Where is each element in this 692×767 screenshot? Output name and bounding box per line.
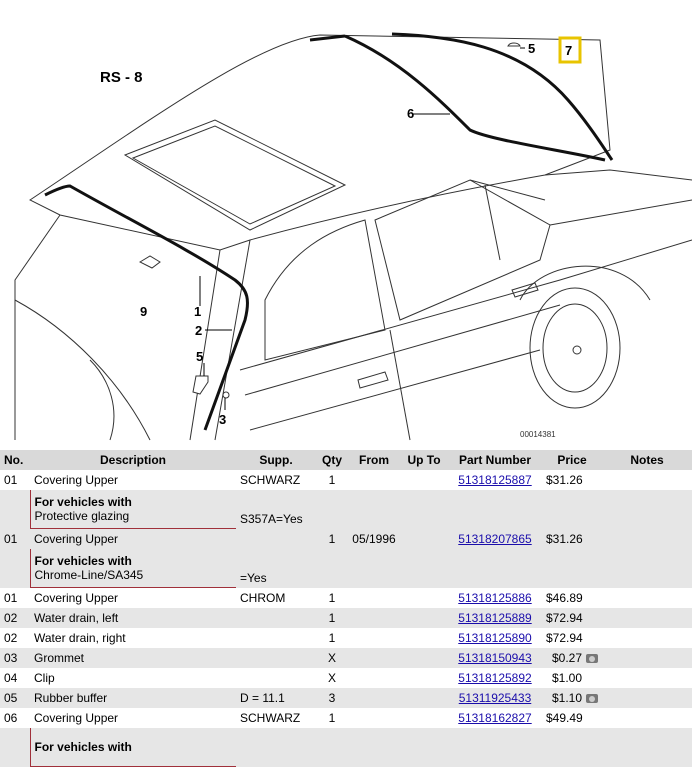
row-upto — [400, 668, 448, 688]
callout-2: 2 — [195, 323, 203, 338]
row-price-cell — [542, 668, 602, 688]
note-supp — [236, 728, 316, 767]
part-number-link[interactable]: 51311925433 — [458, 691, 532, 705]
camera-icon[interactable] — [586, 654, 598, 663]
note-spacer — [0, 549, 30, 588]
part-number-link[interactable]: 51318162827 — [458, 711, 532, 725]
table-row — [0, 470, 692, 490]
row-price-cell — [542, 628, 602, 648]
row-qty: X — [316, 668, 348, 688]
row-no: 05 — [0, 688, 30, 708]
table-row — [0, 708, 692, 728]
row-from — [348, 588, 400, 609]
row-price: $1.10 — [551, 691, 582, 705]
diagram-code: 00014381 — [520, 430, 556, 439]
part-number-link[interactable]: 51318125886 — [458, 590, 532, 605]
table-row — [0, 588, 692, 609]
row-price-cell — [542, 588, 602, 609]
row-supp: SCHWARZ — [236, 708, 316, 728]
table-row — [0, 668, 692, 688]
row-price: $46.89 — [546, 590, 583, 605]
row-supp: D = 11.1 — [236, 688, 316, 708]
row-price: $0.27 — [551, 651, 582, 665]
row-supp — [236, 529, 316, 550]
note-fill — [316, 490, 692, 529]
note-supp: =Yes — [236, 549, 316, 588]
row-no: 01 — [0, 529, 30, 550]
row-qty: 1 — [316, 529, 348, 550]
row-no: 01 — [0, 588, 30, 609]
note-title: For vehicles with — [34, 554, 132, 568]
part-number-link[interactable]: 51318125889 — [458, 611, 532, 625]
row-description: Covering Upper — [30, 529, 236, 550]
row-supp — [236, 608, 316, 628]
row-upto — [400, 688, 448, 708]
note-cell — [30, 490, 236, 529]
row-upto — [400, 648, 448, 668]
header-from: From — [348, 450, 400, 470]
table-row — [0, 648, 692, 668]
row-upto — [400, 708, 448, 728]
row-upto — [400, 470, 448, 490]
table-row — [0, 529, 692, 550]
table-row-note — [0, 728, 692, 767]
row-price: $31.26 — [546, 531, 583, 546]
table-row — [0, 688, 692, 708]
row-notes — [602, 628, 692, 648]
row-supp — [236, 628, 316, 648]
row-from — [348, 608, 400, 628]
header-part-number: Part Number — [448, 450, 542, 470]
note-cell — [30, 728, 236, 767]
row-upto — [400, 608, 448, 628]
note-text: Protective glazing — [34, 509, 130, 523]
note-title: For vehicles with — [34, 495, 132, 509]
callout-5: 5 — [528, 41, 536, 56]
row-notes — [602, 688, 692, 708]
part-number-link[interactable]: 51318125887 — [458, 473, 532, 487]
note-spacer — [0, 490, 30, 529]
row-notes — [602, 588, 692, 609]
row-description: Covering Upper — [30, 708, 236, 728]
row-from — [348, 708, 400, 728]
row-supp — [236, 648, 316, 668]
header-supp: Supp. — [236, 450, 316, 470]
header-price: Price — [542, 450, 602, 470]
table-row — [0, 608, 692, 628]
row-notes — [602, 470, 692, 490]
row-from — [348, 470, 400, 490]
row-price-cell — [542, 470, 602, 490]
row-no: 02 — [0, 628, 30, 648]
parts-table-body — [0, 470, 692, 767]
row-price: $72.94 — [546, 631, 583, 645]
note-supp: S357A=Yes — [236, 490, 316, 529]
header-description: Description — [30, 450, 236, 470]
header-no: No. — [0, 450, 30, 470]
row-notes — [602, 529, 692, 550]
row-price-cell — [542, 648, 602, 668]
row-from: 05/1996 — [348, 529, 400, 550]
row-price-cell — [542, 708, 602, 728]
note-fill — [316, 549, 692, 588]
camera-icon[interactable] — [586, 694, 598, 703]
row-description: Clip — [30, 668, 236, 688]
row-upto — [400, 588, 448, 609]
row-notes — [602, 608, 692, 628]
row-description: Rubber buffer — [30, 688, 236, 708]
callout-7: 7 — [565, 43, 573, 58]
row-price-cell — [542, 529, 602, 550]
row-description: Water drain, right — [30, 628, 236, 648]
row-supp: SCHWARZ — [236, 470, 316, 490]
row-price: $31.26 — [546, 473, 583, 487]
note-cell — [30, 549, 236, 588]
row-qty: 3 — [316, 688, 348, 708]
part-number-link[interactable]: 51318207865 — [458, 531, 532, 546]
row-no: 02 — [0, 608, 30, 628]
row-price: $49.49 — [546, 711, 583, 725]
row-upto — [400, 628, 448, 648]
row-from — [348, 688, 400, 708]
part-number-link[interactable]: 51318125892 — [458, 671, 532, 685]
row-description: Grommet — [30, 648, 236, 668]
row-no: 04 — [0, 668, 30, 688]
row-notes — [602, 708, 692, 728]
part-number-link[interactable]: 51318125890 — [458, 631, 532, 645]
callout-9: 9 — [140, 304, 148, 319]
row-qty: 1 — [316, 608, 348, 628]
row-from — [348, 668, 400, 688]
row-no: 06 — [0, 708, 30, 728]
table-row — [0, 628, 692, 648]
header-upto: Up To — [400, 450, 448, 470]
row-supp — [236, 668, 316, 688]
note-title: For vehicles with — [34, 740, 132, 754]
note-spacer — [0, 728, 30, 767]
row-notes — [602, 668, 692, 688]
row-price-cell — [542, 688, 602, 708]
row-from — [348, 628, 400, 648]
row-no: 03 — [0, 648, 30, 668]
row-price: $72.94 — [546, 611, 583, 625]
row-qty: X — [316, 648, 348, 668]
row-upto — [400, 529, 448, 550]
row-qty: 1 — [316, 708, 348, 728]
row-from — [348, 648, 400, 668]
header-qty: Qty — [316, 450, 348, 470]
row-qty: 1 — [316, 628, 348, 648]
table-row-note — [0, 549, 692, 588]
row-price-cell — [542, 608, 602, 628]
note-fill — [316, 728, 692, 767]
row-supp: CHROM — [236, 588, 316, 609]
callout-1: 1 — [194, 304, 202, 319]
callout-3: 3 — [219, 412, 227, 427]
part-number-link[interactable]: 51318150943 — [458, 651, 532, 665]
row-price: $1.00 — [551, 671, 582, 685]
header-notes: Notes — [602, 450, 692, 470]
row-description: Covering Upper — [30, 470, 236, 490]
row-description: Covering Upper — [30, 588, 236, 609]
row-qty: 1 — [316, 588, 348, 609]
callout-6: 6 — [407, 106, 415, 121]
table-row-note — [0, 490, 692, 529]
row-no: 01 — [0, 470, 30, 490]
row-qty: 1 — [316, 470, 348, 490]
row-notes — [602, 648, 692, 668]
parts-table — [0, 450, 692, 767]
table-header — [0, 450, 692, 470]
row-description: Water drain, left — [30, 608, 236, 628]
diagram-title: RS - 8 — [100, 69, 143, 86]
callout-4: 5 — [196, 349, 204, 364]
note-text: Chrome-Line/SA345 — [34, 568, 144, 582]
